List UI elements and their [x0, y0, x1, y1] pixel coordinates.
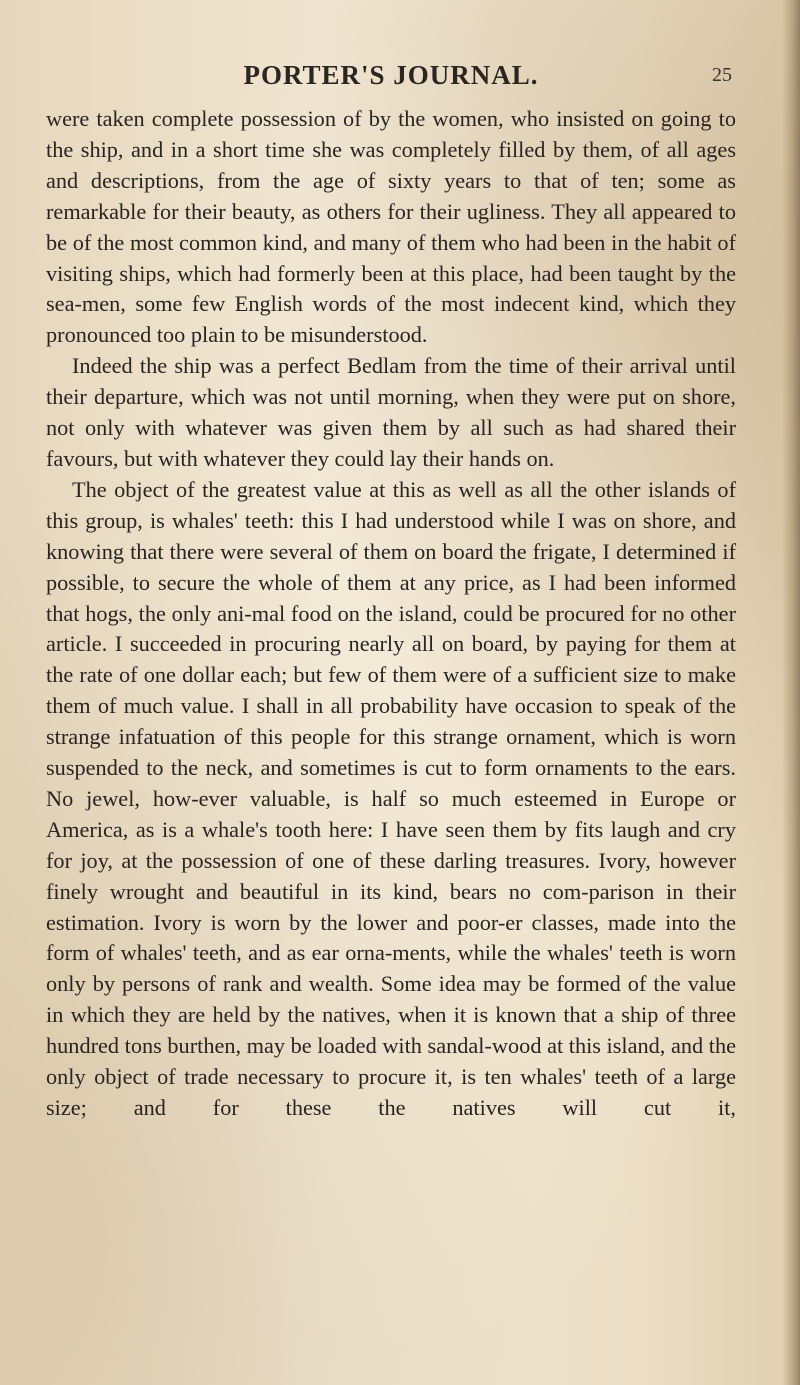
- paragraph-3: The object of the greatest value at this as well as all the other islands of this group, is whales' teeth: this I had understood while I was on shore, and knowing that there were several of them on board the frigate, I determined if possible, to secure the whole of them at any price, as I had been informed that hogs, the only ani-mal food on the island, could be procured for no other article. I succeeded in procuring nearly all on board, by paying for them at the rate of one dollar each; but few of them were of a sufficient size to make them of much value. I shall in all probability have occasion to speak of the strange infatuation of this people for this strange ornament, which is worn suspended to the neck, and sometimes is cut to form ornaments to the ears. No jewel, how-ever valuable, is half so much esteemed in Europe or America, as is a whale's tooth here: I have seen them by fits laugh and cry for joy, at the possession of one of these darling treasures. Ivory, however finely wrought and beautiful in its kind, bears no com-parison in their estimation. Ivory is worn by the lower and poor-er classes, made into the form of whales' teeth, and as ear orna-ments, while the whales' teeth is worn only by persons of rank and wealth. Some idea may be formed of the value in which they are held by the natives, when it is known that a ship of three hundred tons burthen, may be loaded with sandal-wood at this island, and the only object of trade necessary to procure it, is ten whales' teeth of a large size; and for these the natives will cut it,: [46, 476, 736, 1120]
- running-title: PORTER'S JOURNAL.: [243, 60, 539, 90]
- running-head: [46, 60, 736, 94]
- page-edge-shadow: [782, 0, 800, 1385]
- book-page: [46, 60, 736, 1124]
- page-number: 25: [712, 64, 732, 86]
- paragraph-1: were taken complete possession of by the women, who insisted on going to the ship, and in a short time she was completely filled by them, of all ages and descriptions, from the age of sixty years to that of ten; some as remarkable for their beauty, as others for their ugliness. They all appeared to be of the most common kind, and many of them who had been in the habit of visiting ships, which had formerly been at this place, had been taught by the sea-men, some few English words of the most indecent kind, which they pronounced too plain to be misunderstood.: [46, 106, 736, 348]
- paragraph-2: Indeed the ship was a perfect Bedlam from the time of their arrival until their departure, which was not until morning, when they were put on shore, not only with whatever was given them by all such as had shared their favours, but with whatever they could lay their hands on.: [46, 353, 736, 471]
